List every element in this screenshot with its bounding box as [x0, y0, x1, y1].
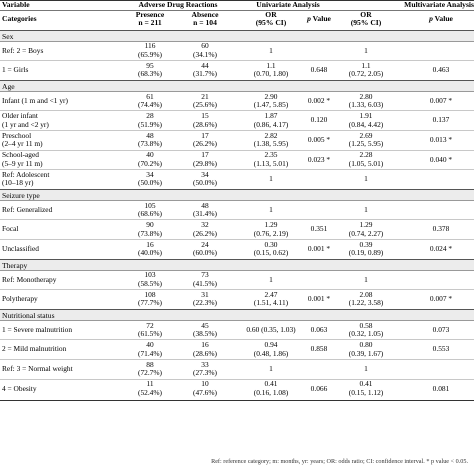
- category-label: Ref: 3 = Normal weight: [2, 363, 73, 373]
- p-multivariate-cell: 0.553: [432, 344, 450, 354]
- presence-cell: 90 (73.8%): [137, 220, 162, 238]
- category-label: Ref: Monotherapy: [2, 274, 57, 284]
- multivariate-header: Multivariate Analysis: [404, 0, 474, 9]
- p-multivariate-cell: 0.013 *: [429, 134, 453, 144]
- presence-header: Presence n = 211: [135, 10, 165, 28]
- or-univariate-cell: 2.35 (1.13, 5.01): [253, 150, 289, 168]
- p-univariate-cell: 0.120: [310, 115, 328, 125]
- p-multivariate-cell: 0.081: [432, 383, 450, 393]
- or-univariate-cell: 0.60 (0.35, 1.03): [246, 324, 296, 334]
- absence-cell: 17 (26.2%): [192, 130, 217, 149]
- or-multivariate-cell: 1.91 (0.84, 4.42): [348, 111, 384, 129]
- univariate-header: Univariate Analysis: [256, 0, 320, 9]
- or-univariate-cell: 1: [269, 174, 273, 184]
- absence-cell: 32 (26.2%): [192, 220, 217, 238]
- or-multivariate-cell: 2.80 (1.33, 6.03): [348, 91, 384, 109]
- or-multivariate-cell: 2.28 (1.05, 5.01): [348, 150, 384, 168]
- section-title: Nutritional status: [2, 311, 55, 321]
- or-univariate-cell: 0.30 (0.15, 0.62): [253, 239, 289, 258]
- table-row: [0, 200, 474, 220]
- or-univariate-cell: 1.87 (0.86, 4.17): [253, 111, 289, 129]
- p-multivariate-cell: 0.378: [432, 224, 450, 234]
- absence-cell: 10 (47.6%): [192, 379, 217, 397]
- table-row: [0, 379, 474, 399]
- or-univariate-cell: 0.41 (0.16, 1.08): [253, 379, 289, 397]
- absence-cell: 31 (22.3%): [192, 289, 217, 308]
- or-multivariate-cell: 1: [364, 363, 368, 373]
- p-univariate-cell: 0.023 *: [307, 154, 331, 164]
- absence-cell: 17 (29.8%): [192, 150, 217, 168]
- table-footnote: Ref: reference category; m: months, yr: years; OR: odds ratio; CI: confidence interval. * p value < 0.05.: [211, 458, 468, 465]
- p-multivariate-cell: 0.024 *: [429, 243, 453, 253]
- or-univariate-cell: 2.90 (1.47, 5.85): [253, 91, 289, 109]
- absence-cell: 15 (28.6%): [192, 111, 217, 129]
- absence-cell: 73 (41.5%): [192, 270, 217, 288]
- or-univariate-cell: 1.29 (0.76, 2.19): [253, 220, 289, 238]
- p-multivariate-cell: 0.007 *: [429, 95, 453, 105]
- or-multivariate-cell: 2.69 (1.25, 5.95): [348, 130, 384, 149]
- category-label: Older infant (1 yr and <2 yr): [2, 111, 49, 129]
- presence-cell: 16 (40.0%): [137, 239, 162, 258]
- presence-cell: 95 (68.3%): [137, 60, 162, 79]
- p-univariate-header: p Value: [307, 14, 331, 23]
- p-univariate-cell: 0.858: [310, 344, 328, 354]
- table-row: [0, 61, 474, 81]
- table-row: [0, 270, 474, 290]
- p-multivariate-cell: 0.040 *: [429, 154, 453, 164]
- presence-cell: 61 (74.4%): [137, 91, 162, 109]
- or-univariate-cell: 1: [269, 204, 273, 214]
- p-univariate-cell: 0.066: [310, 383, 328, 393]
- or-univariate-cell: 1.1 (0.70, 1.80): [253, 60, 289, 79]
- absence-cell: 48 (31.4%): [192, 200, 217, 218]
- or-univariate-cell: 1: [269, 274, 273, 284]
- table-row: [0, 111, 474, 131]
- absence-cell: 44 (31.7%): [192, 60, 217, 79]
- or-multivariate-cell: 1: [364, 45, 368, 55]
- or-univariate-cell: 0.94 (0.48, 1.86): [253, 340, 289, 358]
- absence-cell: 21 (25.6%): [192, 91, 217, 109]
- presence-cell: 116 (65.9%): [137, 41, 162, 59]
- p-multivariate-header: p Value: [429, 14, 453, 23]
- absence-cell: 24 (60.0%): [192, 239, 217, 258]
- presence-cell: 103 (58.5%): [137, 270, 162, 288]
- or-univariate-cell: 2.47 (1.51, 4.11): [253, 289, 289, 308]
- p-multivariate-cell: 0.137: [432, 115, 450, 125]
- category-label: Focal: [2, 224, 19, 234]
- absence-cell: 34 (50.0%): [192, 169, 217, 188]
- category-label: Infant (1 m and <1 yr): [2, 95, 68, 105]
- or-multivariate-cell: 0.41 (0.15, 1.12): [348, 379, 384, 397]
- category-label: 1 = Girls: [2, 65, 29, 75]
- table-row: [0, 150, 474, 170]
- or-multivariate-cell: 1.29 (0.74, 2.27): [348, 220, 384, 238]
- presence-cell: 11 (52.4%): [137, 379, 162, 397]
- presence-cell: 28 (51.9%): [137, 111, 162, 129]
- category-label: School-aged (5–9 yr 11 m): [2, 150, 43, 168]
- absence-cell: 33 (27.3%): [192, 359, 217, 378]
- table-bottom-rule: [0, 400, 474, 401]
- header-mid-rule: [0, 10, 474, 11]
- presence-cell: 34 (50.0%): [137, 169, 162, 188]
- category-label: 2 = Mild malnutrition: [2, 344, 67, 354]
- or-univariate-cell: 1: [269, 363, 273, 373]
- category-label: Ref: Generalized: [2, 204, 53, 214]
- p-multivariate-cell: 0.463: [432, 65, 450, 75]
- p-univariate-cell: 0.351: [310, 224, 328, 234]
- absence-header: Absence n = 104: [191, 10, 219, 28]
- table-row: [0, 320, 474, 340]
- presence-cell: 108 (77.7%): [137, 289, 162, 308]
- absence-cell: 16 (28.6%): [192, 340, 217, 358]
- or-univariate-header: OR (95% CI): [255, 10, 287, 28]
- or-multivariate-cell: 0.58 (0.32, 1.05): [348, 320, 384, 338]
- p-univariate-cell: 0.001 *: [307, 243, 331, 253]
- or-multivariate-cell: 1: [364, 204, 368, 214]
- table-row: [0, 170, 474, 190]
- table-row: [0, 239, 474, 259]
- absence-cell: 60 (34.1%): [192, 41, 217, 59]
- table-row: [0, 290, 474, 310]
- section-title: Age: [2, 82, 15, 92]
- or-multivariate-header: OR (95% CI): [350, 10, 382, 28]
- variable-header: Variable: [2, 0, 30, 9]
- table-row: [0, 41, 474, 61]
- absence-cell: 45 (38.5%): [192, 320, 217, 338]
- categories-header: Categories: [2, 14, 37, 23]
- or-multivariate-cell: 1.1 (0.72, 2.05): [348, 60, 384, 79]
- or-multivariate-cell: 1: [364, 174, 368, 184]
- p-univariate-cell: 0.005 *: [307, 134, 331, 144]
- table-row: [0, 340, 474, 360]
- section-title: Therapy: [2, 261, 28, 270]
- p-multivariate-cell: 0.007 *: [429, 294, 453, 304]
- presence-cell: 40 (70.2%): [137, 150, 162, 168]
- category-label: Polytherapy: [2, 294, 38, 304]
- adr-header: Adverse Drug Reactions: [138, 0, 218, 9]
- presence-cell: 72 (61.5%): [137, 320, 162, 338]
- or-multivariate-cell: 0.39 (0.19, 0.89): [348, 239, 384, 258]
- category-label: Unclassified: [2, 243, 39, 253]
- category-label: Ref: 2 = Boys: [2, 45, 44, 55]
- table-row: [0, 359, 474, 379]
- presence-cell: 105 (68.6%): [137, 200, 162, 218]
- or-univariate-cell: 2.82 (1.38, 5.95): [253, 130, 289, 149]
- category-label: 1 = Severe malnutrition: [2, 324, 73, 334]
- table-row: [0, 130, 474, 150]
- or-multivariate-cell: 0.80 (0.39, 1.67): [348, 340, 384, 358]
- or-multivariate-cell: 1: [364, 274, 368, 284]
- presence-cell: 88 (72.7%): [137, 359, 162, 378]
- p-univariate-cell: 0.063: [310, 324, 328, 334]
- category-label: 4 = Obesity: [2, 383, 37, 393]
- section-title: Sex: [2, 32, 14, 41]
- category-label: Ref: Adolescent (10–18 yr): [2, 169, 50, 188]
- section-title: Seizure type: [2, 191, 40, 201]
- p-univariate-cell: 0.001 *: [307, 294, 331, 304]
- presence-cell: 48 (73.8%): [137, 130, 162, 149]
- table-row: [0, 91, 474, 111]
- category-label: Preschool (2–4 yr 11 m): [2, 130, 43, 149]
- or-univariate-cell: 1: [269, 45, 273, 55]
- presence-cell: 40 (71.4%): [137, 340, 162, 358]
- or-multivariate-cell: 2.08 (1.22, 3.58): [348, 289, 384, 308]
- p-multivariate-cell: 0.073: [432, 324, 450, 334]
- p-univariate-cell: 0.648: [310, 65, 328, 75]
- p-univariate-cell: 0.002 *: [307, 95, 331, 105]
- table-row: [0, 220, 474, 240]
